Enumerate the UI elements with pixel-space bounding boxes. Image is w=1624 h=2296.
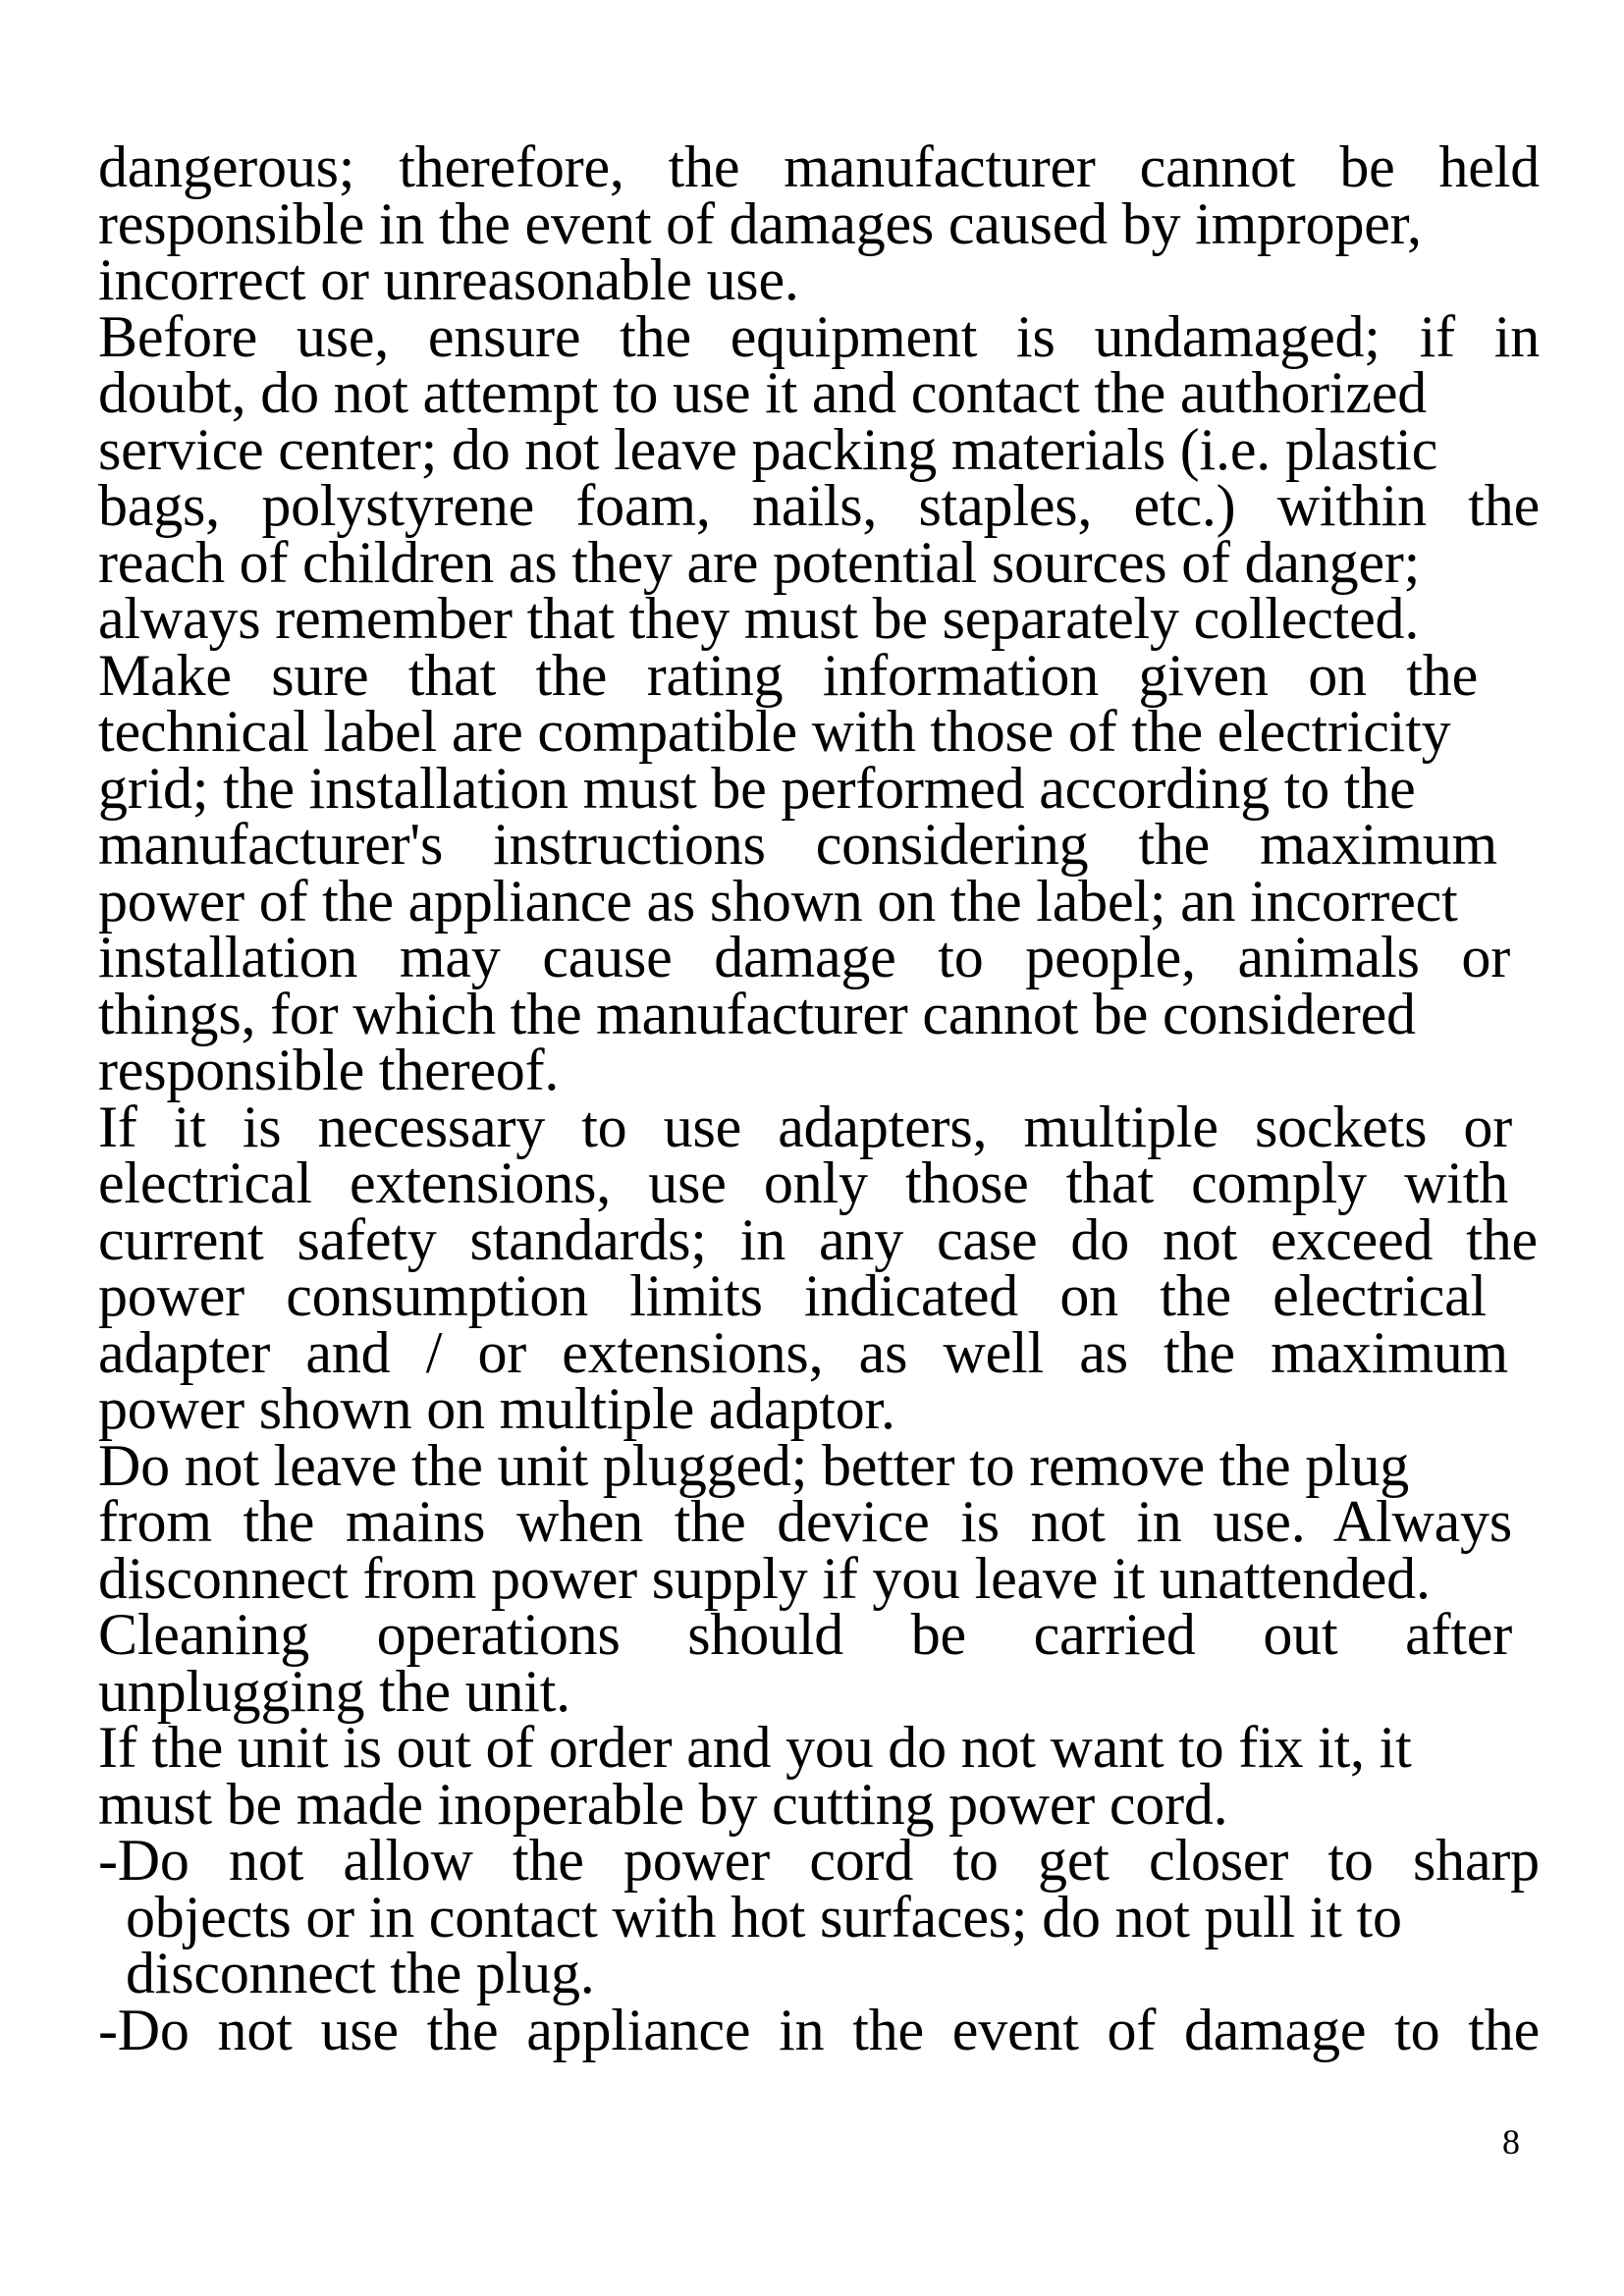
text-line: things, for which the manufacturer cannot be considered [98,981,1416,1046]
text-line: doubt, do not attempt to use it and contact the authorized [98,360,1428,425]
list-item-line: objects or in contact with hot surfaces; do not pull it to [126,1884,1402,1949]
text-line: unplugging the unit. [98,1658,570,1724]
text-line: responsible in the event of damages caused by improper, [98,190,1422,256]
list-item-line: -Do not use the appliance in the event of damage to the [98,1997,1540,2062]
text-line: from the mains when the device is not in use. Always [98,1489,1512,1554]
text-line: installation may cause damage to people, animals or [98,925,1510,989]
text-line: Cleaning operations should be carried out after [98,1602,1512,1667]
text-line: If it is necessary to use adapters, multiple sockets or [98,1094,1512,1159]
text-line: power consumption limits indicated on the electrical [98,1263,1487,1328]
text-line: always remember that they must be separately collected. [98,586,1420,651]
text-line: technical label are compatible with those of the electricity [98,699,1451,764]
list-item-line: disconnect the plug. [126,1941,595,2005]
text-line: service center; do not leave packing materials (i.e. plastic [98,416,1438,482]
text-line: grid; the installation must be performed according to the [98,755,1416,821]
text-line: Do not leave the unit plugged; better to remove the plug [98,1432,1410,1498]
text-line: electrical extensions, use only those that comply with [98,1150,1508,1215]
text-line: current safety standards; in any case do not exceed the [98,1206,1538,1272]
list-item-line: -Do not allow the power cord to get closer to sharp [98,1828,1540,1893]
text-line: power of the appliance as shown on the label; an incorrect [98,868,1458,934]
text-line: must be made inoperable by cutting power cord. [98,1771,1228,1837]
text-line: dangerous; therefore, the manufacturer cannot be held [98,134,1540,199]
body-text [98,134,1540,2062]
text-line: incorrect or unreasonable use. [98,247,799,312]
text-line: disconnect from power supply if you leave it unattended. [98,1545,1431,1611]
text-line: adapter and / or extensions, as well as the maximum [98,1319,1508,1385]
text-line: bags, polystyrene foam, nails, staples, etc.) within the [98,473,1540,538]
text-line: If the unit is out of order and you do not want to fix it, it [98,1715,1412,1780]
text-line: reach of children as they are potential sources of danger; [98,529,1421,595]
text-line: responsible thereof. [98,1038,560,1102]
page-number: 8 [1502,2122,1520,2162]
text-line: power shown on multiple adaptor. [98,1376,895,1441]
text-line: Make sure that the rating information given on the [98,642,1478,708]
text-line: manufacturer's instructions considering the maximum [98,812,1497,877]
text-line: Before use, ensure the equipment is undamaged; if in [98,303,1540,369]
